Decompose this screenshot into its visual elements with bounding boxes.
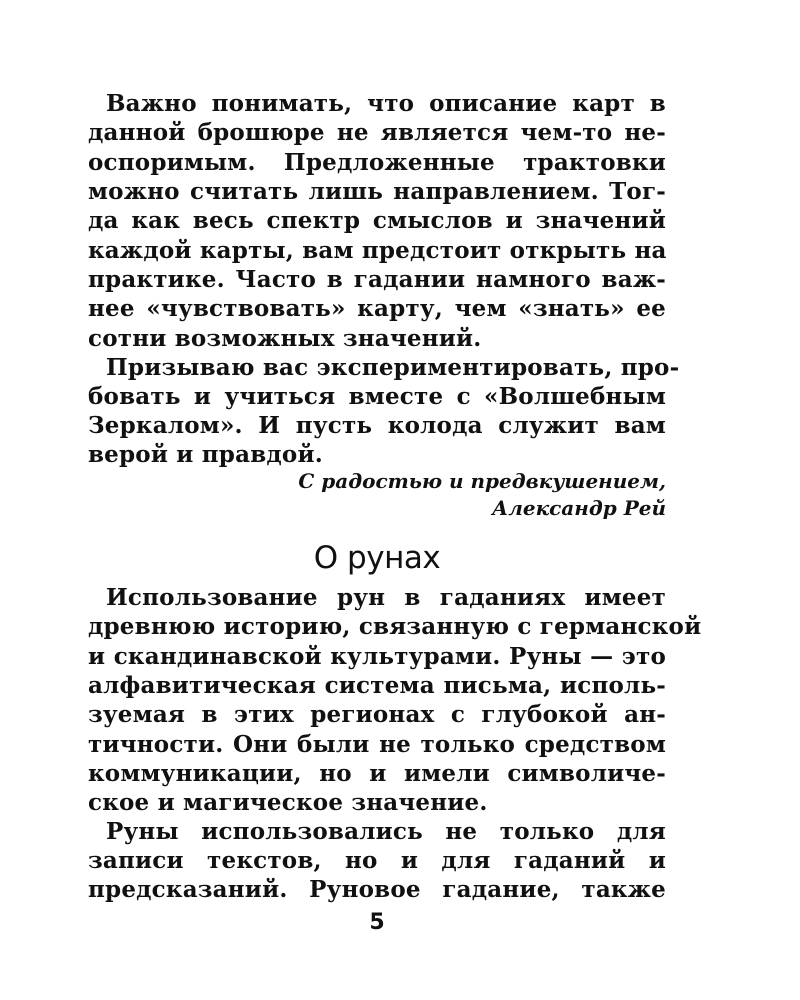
text-line: записи текстов, но и для гаданий и — [88, 847, 666, 874]
text-line: практике. Часто в гадании намного важ- — [88, 266, 666, 293]
text-line: тичности. Они были не только средством — [88, 731, 666, 758]
text-line: бовать и учиться вместе с «Волшебным — [88, 383, 666, 410]
text-line: коммуникации, но и имели символиче- — [88, 760, 666, 787]
text-line: зуемая в этих регионах с глубокой ан- — [88, 701, 666, 728]
text-line: сотни возможных значений. — [88, 325, 482, 352]
text-line: можно считать лишь направлением. Тог- — [88, 178, 666, 205]
section-heading: О рунах — [313, 540, 441, 576]
text-line: предсказаний. Руновое гадание, также — [88, 876, 666, 903]
book-page — [88, 0, 702, 1000]
text-line: Зеркалом». И пусть колода служит вам — [88, 412, 666, 439]
text-line: Руны использовались не только для — [106, 818, 666, 845]
text-line: Призываю вас экспериментировать, про- — [106, 354, 680, 381]
text-line: нее «чувствовать» карту, чем «знать» ее — [88, 295, 666, 322]
text-line: да как весь спектр смыслов и значений — [88, 207, 666, 234]
page-number: 5 — [369, 910, 385, 935]
signature-author: Александр Рей — [491, 496, 666, 520]
text-line: каждой карты, вам предстоит открыть на — [88, 237, 667, 264]
text-line: древнюю историю, связанную с германской — [88, 613, 702, 640]
text-line: Использование рун в гаданиях имеет — [106, 584, 666, 611]
text-line: ское и магическое значение. — [88, 789, 488, 816]
text-line: верой и правдой. — [88, 441, 323, 468]
text-line: алфавитическая система письма, исполь- — [88, 672, 666, 699]
signature-line-1: С радостью и предвкушением, — [298, 469, 666, 493]
text-line: оспоримым. Предложенные трактовки — [88, 149, 666, 176]
text-line: Важно понимать, что описание карт в — [106, 90, 666, 117]
text-line: данной брошюре не является чем-то не- — [88, 119, 666, 146]
text-line: и скандинавской культурами. Руны — это — [88, 643, 666, 670]
